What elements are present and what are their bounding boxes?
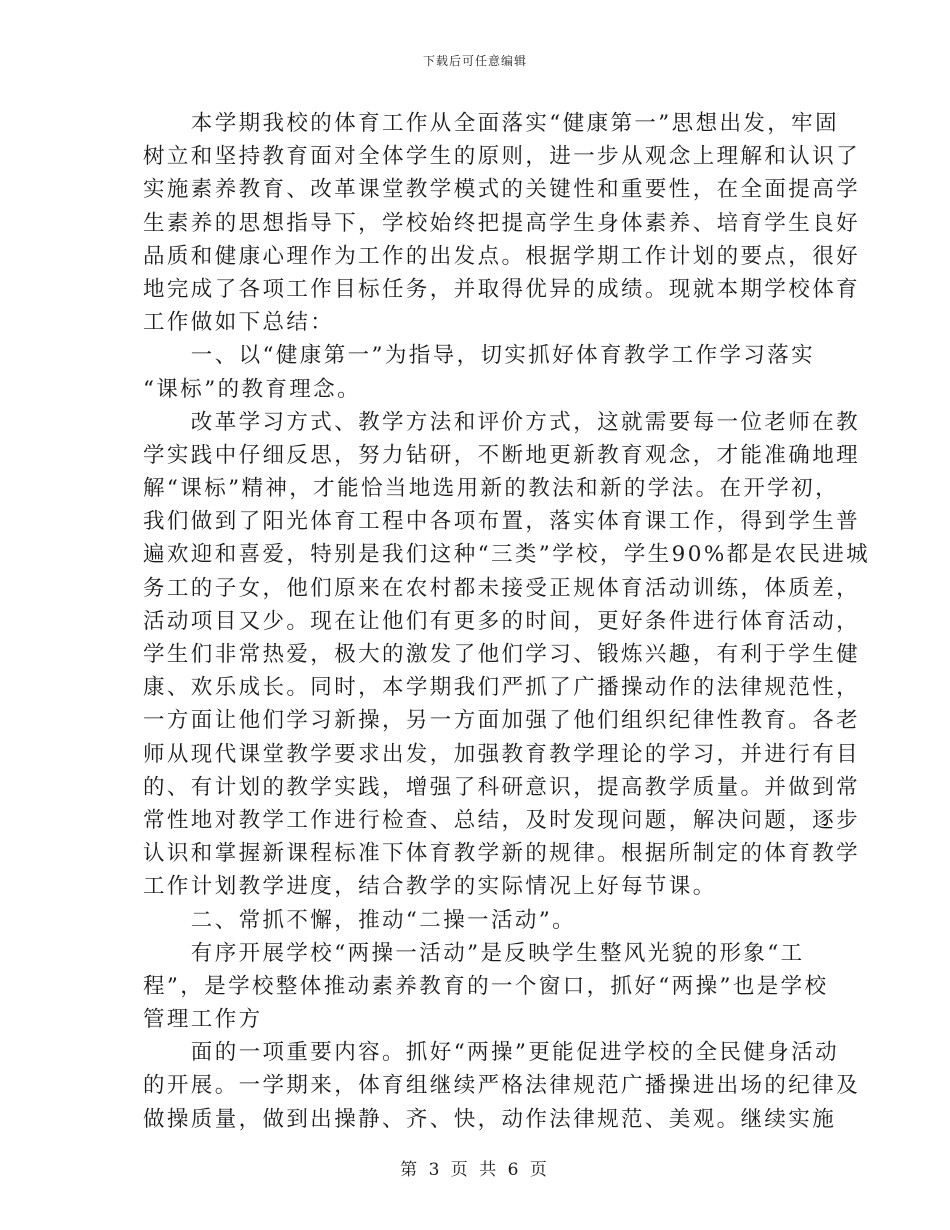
text-line: 品质和健康心理作为工作的出发点。根据学期工作计划的要点，很好 [143,243,861,269]
section-heading: 一、以“健康第一”为指导，切实抓好体育教学工作学习落实 [143,343,816,369]
page-footer [0,1155,950,1180]
text-line: 树立和坚持教育面对全体学生的原则，进一步从观念上理解和认识了 [143,144,861,170]
text-line: 的、有计划的教学实践，增强了科研意识，提高教学质量。并做到常 [143,774,861,800]
text-line: 生素养的思想指导下，学校始终把提高学生身体素养、培育学生良好 [143,210,861,236]
text-line: 解“课标”精神，才能恰当地选用新的教法和新的学法。在开学初， [143,476,839,502]
text-line: 改革学习方式、教学方法和评价方式，这就需要每一位老师在教 [143,409,861,435]
section-heading: 二、常抓不懈，推动“二操一活动”。 [143,907,577,933]
text-line: 学生们非常热爱，极大的激发了他们学习、锻炼兴趣，有利于学生健 [143,642,861,667]
text-line: 实施素养教育、改革课堂教学模式的关键性和重要性，在全面提高学 [143,177,861,203]
text-line: 认识和掌握新课程标准下体育教学新的规律。根据所制定的体育教学 [143,841,861,867]
page-number-prefix: 第 [400,1160,421,1180]
text-line: 师从现代课堂教学要求出发，加强教育教学理论的学习，并进行有目 [143,741,861,767]
text-line: 地完成了各项工作目标任务，并取得优异的成绩。现就本期学校体育 [143,276,861,302]
text-line: 一方面让他们学习新操，另一方面加强了他们组织纪律性教育。各老 [143,708,861,734]
text-line: 活动项目又少。现在让他们有更多的时间，更好条件进行体育活动， [143,608,861,634]
text-line: 的开展。一学期来，体育组继续严格法律规范广播操进出场的纪律及 [143,1073,861,1099]
text-line: 管理工作方 [143,1007,263,1033]
text-line: 工作计划教学进度，结合教学的实际情况上好每节课。 [143,874,717,900]
page-header: 下载后可任意编辑 [422,54,527,68]
body-text [143,107,871,1136]
text-line: 学实践中仔细反思，努力钻研，不断地更新教育观念，才能准确地理 [143,442,861,468]
text-line: 常性地对教学工作进行检查、总结，及时发现问题，解决问题，逐步 [143,807,861,833]
text-line: 我们做到了阳光体育工程中各项布置，落实体育课工作，得到学生普 [143,509,861,535]
text-line: 遍欢迎和喜爱，特别是我们这种“三类”学校，学生90%都是农民进城 [143,542,871,568]
text-line: 程”，是学校整体推动素养教育的一个窗口，抓好“两操”也是学校 [143,973,829,999]
text-line: 本学期我校的体育工作从全面落实“健康第一”思想出发，牢固 [143,111,839,136]
text-line: 有序开展学校“两操一活动”是反映学生整风光貌的形象“工 [143,940,805,966]
total-page-count: 6 [507,1160,522,1180]
text-line: 工作做如下总结： [143,310,335,336]
text-line: 做操质量，做到出操静、齐、快，动作法律规范、美观。继续实施 [143,1106,837,1132]
page-number-middle: 页 共 [450,1160,500,1180]
text-line: 面的一项重要内容。抓好“两操”更能促进学校的全民健身活动 [143,1040,839,1066]
text-line: 康、欢乐成长。同时，本学期我们严抓了广播操动作的法律规范性， [143,675,861,701]
text-line: 务工的子女，他们原来在农村都未接受正规体育活动训练，体质差， [143,575,861,601]
current-page-number: 3 [428,1160,443,1180]
page-number-suffix: 页 [529,1160,550,1180]
section-heading: “课标”的教育理念。 [143,376,361,402]
